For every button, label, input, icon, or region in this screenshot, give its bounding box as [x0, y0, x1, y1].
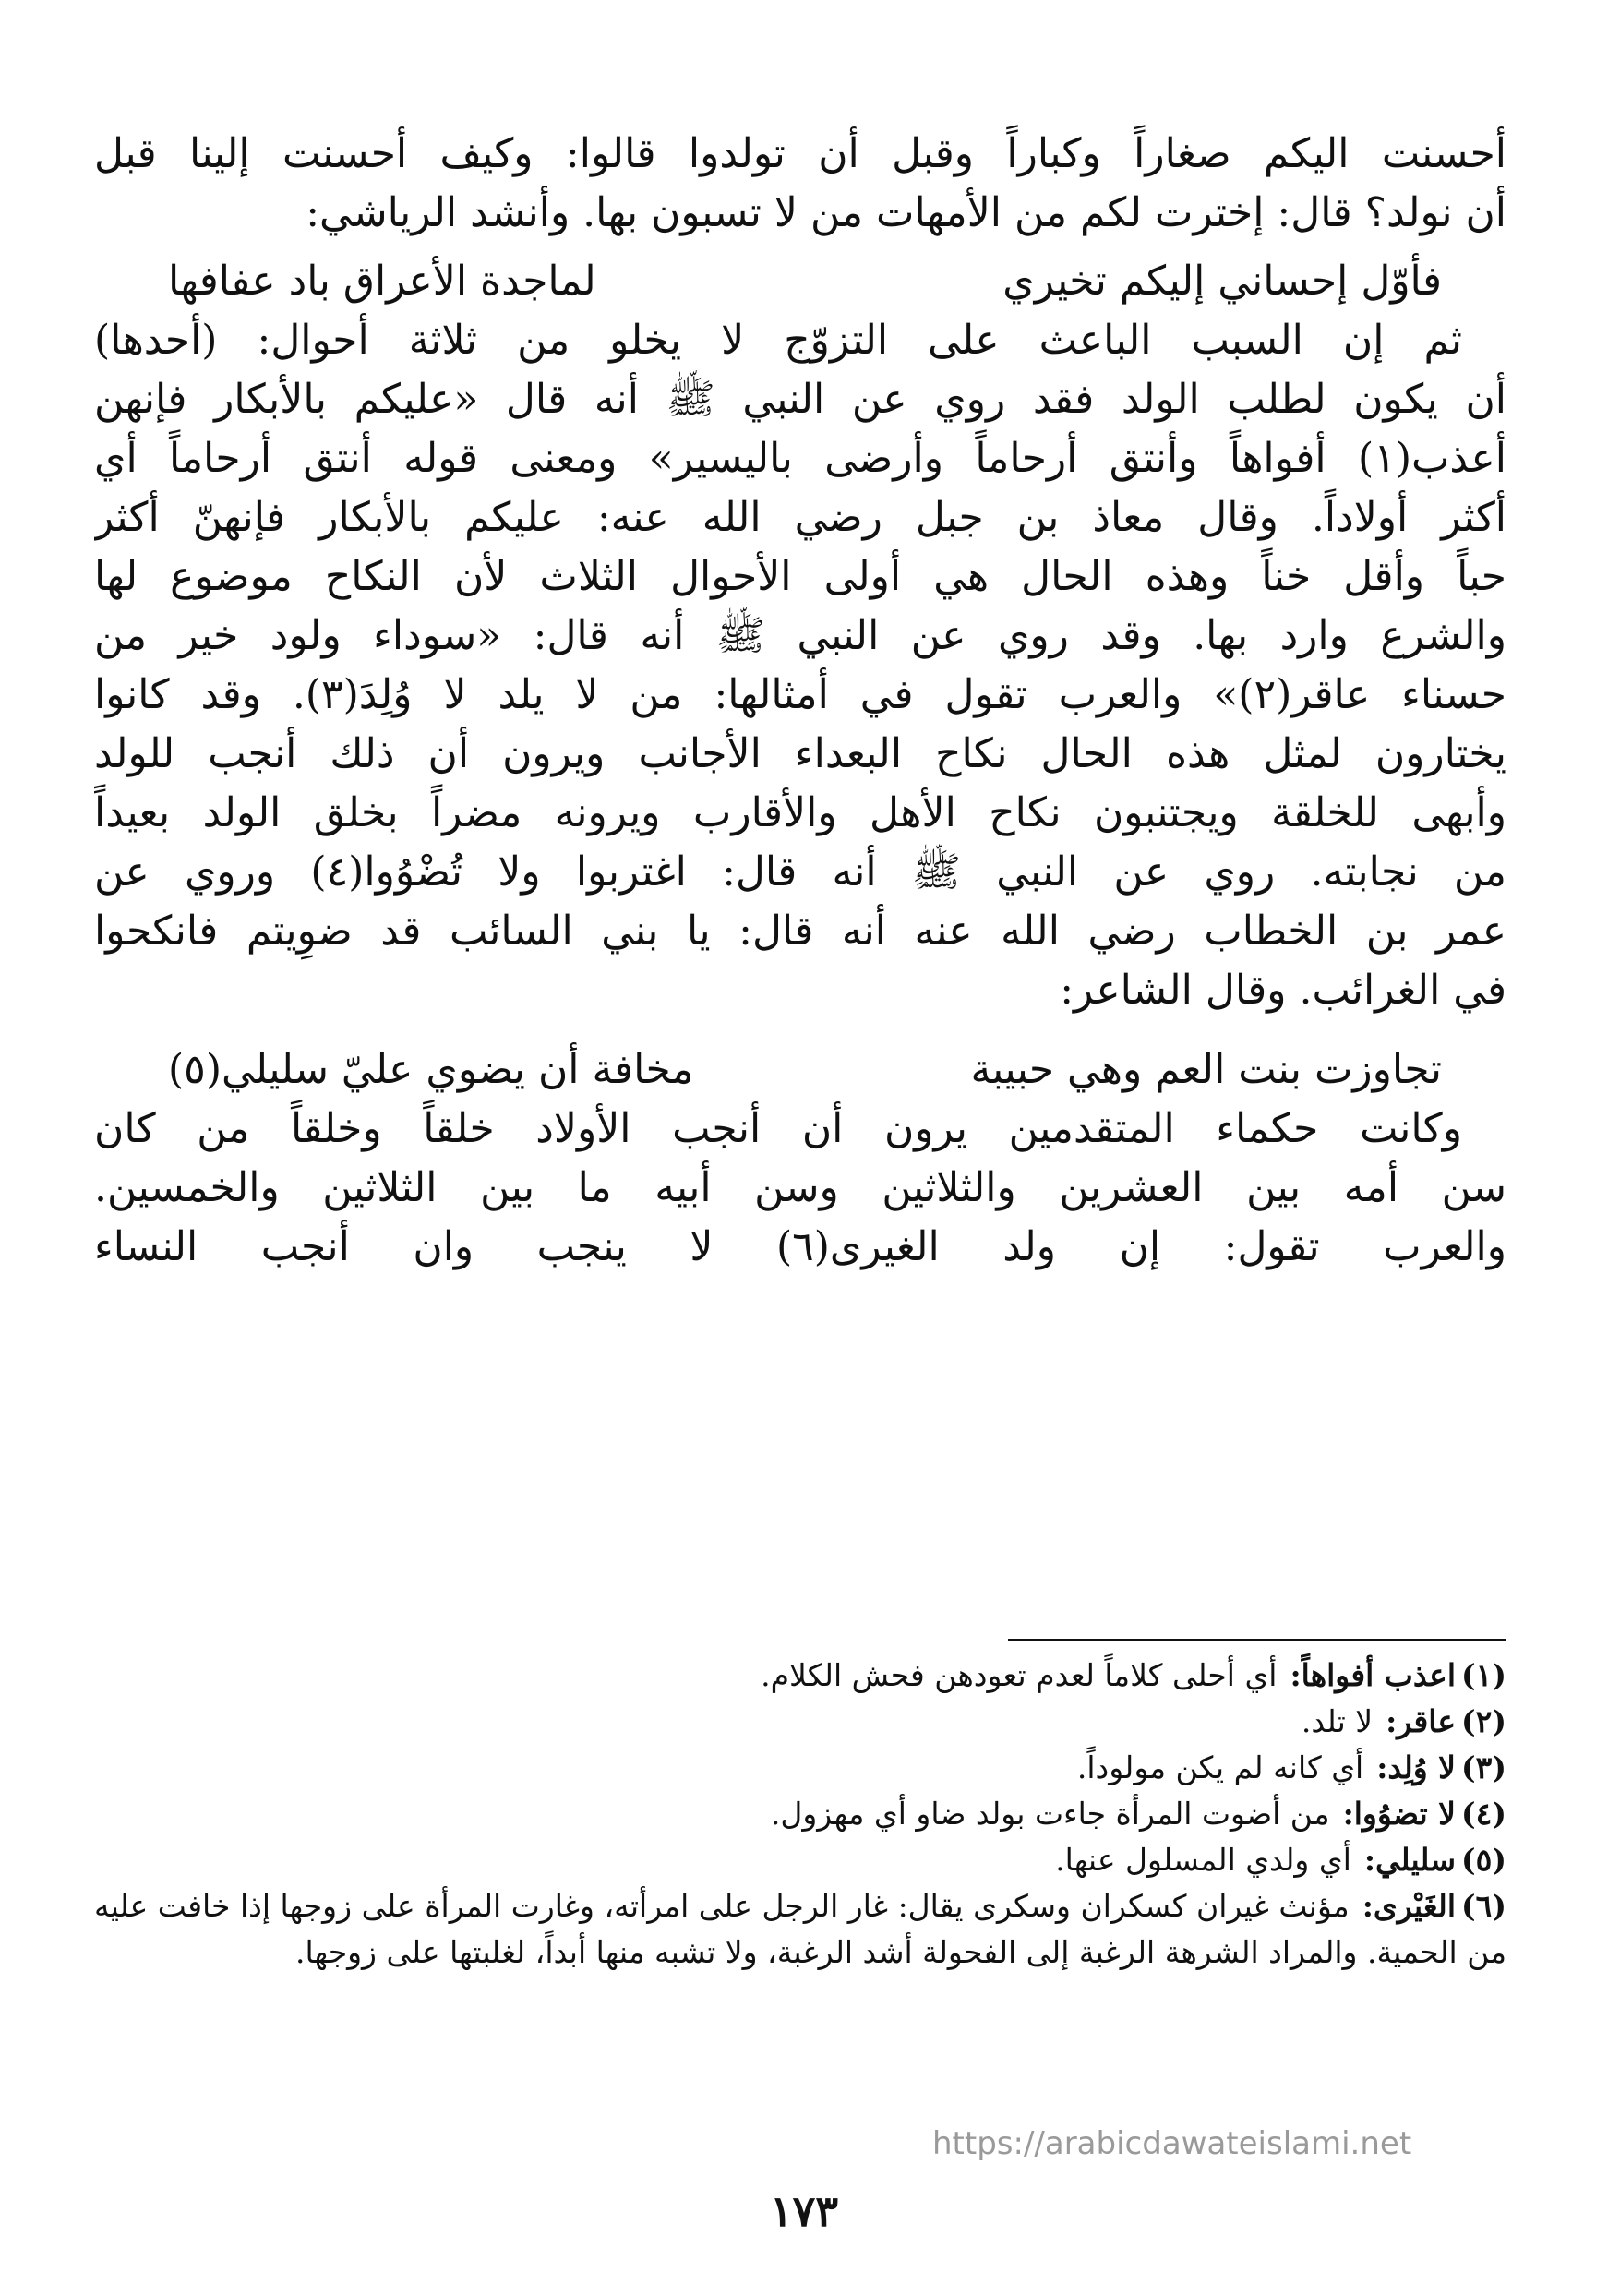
- verse: [94, 1040, 1506, 1100]
- footnote: [94, 1883, 1506, 1976]
- footnote-term: اعذب أفواهاً:: [1290, 1657, 1457, 1693]
- footnote-term: لا وُلِد:: [1376, 1749, 1457, 1785]
- text-line: عمر بن الخطاب رضي الله عنه أنه قال: يا بني السائب قد ضوِيتم فانكحوا: [94, 908, 1506, 955]
- text-line: والشرع وارد بها. وقد روي عن النبي ﷺ أنه قال: «سوداء ولود خير من: [94, 612, 1506, 659]
- text-line: وأبهى للخلقة ويجتنبون نكاح الأهل والأقارب ويرونه مضراً بخلق الولد بعيداً: [94, 789, 1506, 836]
- text-line: والعرب تقول: إن ولد الغيرى(٦) لا ينجب وان أنجب النساء: [94, 1223, 1506, 1270]
- footnote-text: لا تلد.: [1301, 1703, 1374, 1739]
- text-line: حسناء عاقر(٢)» والعرب تقول في أمثالها: من لا يلد لا وُلِدَ(٣). وقد كانوا: [94, 671, 1506, 718]
- main-text: [94, 125, 1506, 1277]
- page-number: ١٧٣: [769, 2186, 839, 2236]
- footnote-number: (٤): [1461, 1796, 1506, 1832]
- verse-first-hemistich: فأوّل إحساني إليكم تخيري: [1002, 258, 1442, 305]
- text-line: أن يكون لطلب الولد فقد روي عن النبي ﷺ أنه قال «عليكم بالأبكار فإنهن: [94, 376, 1506, 423]
- text-line: حباً وأقل خناً وهذه الحال هي أولى الأحوال الثلاث لأن النكاح موضوع لها: [94, 553, 1506, 600]
- verse-first-hemistich: تجاوزت بنت العم وهي حبيبة: [970, 1046, 1442, 1093]
- footnote: [94, 1791, 1506, 1837]
- verse-second-hemistich: لماجدة الأعراق باد عفافها: [168, 258, 596, 305]
- footnote-number: (٥): [1461, 1842, 1506, 1878]
- footnote: [94, 1745, 1506, 1791]
- footnote-number: (١): [1461, 1657, 1506, 1693]
- text-line: أكثر أولاداً. وقال معاذ بن جبل رضي الله عنه: عليكم بالأبكار فإنهنّ أكثر: [94, 494, 1506, 541]
- footnote: [94, 1699, 1506, 1745]
- text-line: في الغرائب. وقال الشاعر:: [1060, 967, 1506, 1014]
- text-line: سن أمه بين العشرين والثلاثين وسن أبيه ما بين الثلاثين والخمسين.: [94, 1164, 1506, 1211]
- watermark-url: https://arabicdawateislami.net: [932, 2125, 1412, 2162]
- footnote-term: عاقر:: [1386, 1703, 1457, 1739]
- footnote-term: سليلي:: [1363, 1842, 1457, 1878]
- text-line: وكانت حكماء المتقدمين يرون أن أنجب الأولاد خلقاً وخلقاً من كان: [94, 1105, 1462, 1152]
- text-line: أعذب(١) أفواهاً وأنتق أرحاماً وأرضى باليسير» ومعنى قوله أنتق أرحاماً أي: [94, 435, 1506, 482]
- text-line: أن نولد؟ قال: إخترت لكم من الأمهات من لا تسبون بها. وأنشد الرياشي:: [306, 189, 1506, 236]
- footnote-number: (٣): [1461, 1749, 1506, 1785]
- footnote-number: (٢): [1461, 1703, 1506, 1739]
- footnote-text: أي أحلى كلاماً لعدم تعودهن فحش الكلام.: [761, 1657, 1278, 1693]
- footnote-divider: [1008, 1639, 1506, 1641]
- footnote: [94, 1653, 1506, 1699]
- footnote: [94, 1837, 1506, 1883]
- footnote-text: من أضوت المرأة جاءت بولد ضاو أي مهزول.: [770, 1796, 1330, 1832]
- text-line: يختارون لمثل هذه الحال نكاح البعداء الأجانب ويرون أن ذلك أنجب للولد: [94, 730, 1506, 777]
- footnote-text: مؤنث غيران كسكران وسكرى يقال: غار الرجل على امرأته، وغارت المرأة على زوجها إذا خافت عليه من الحمية. والمراد الشرهة الرغبة إلى الفحولة أشد الرغبة، ولا تشبه منها أبداً، لغلبتها على زوجها.: [94, 1888, 1506, 1970]
- verse: [94, 252, 1506, 311]
- footnote-number: (٦): [1461, 1888, 1506, 1924]
- verse-second-hemistich: مخافة أن يضوي عليّ سليلي(٥): [168, 1046, 694, 1093]
- text-line: ثم إن السبب الباعث على التزوّج لا يخلو من ثلاثة أحوال: (أحدها): [94, 317, 1462, 364]
- footnote-text: أي كانه لم يكن مولوداً.: [1076, 1749, 1364, 1785]
- footnote-text: أي ولدي المسلول عنها.: [1055, 1842, 1351, 1878]
- text-line: من نجابته. روي عن النبي ﷺ أنه قال: اغتربوا ولا تُضْوُوا(٤) وروي عن: [94, 848, 1506, 896]
- footnotes: [94, 1653, 1506, 1976]
- text-line: أحسنت اليكم صغاراً وكباراً وقبل أن تولدوا قالوا: وكيف أحسنت إلينا قبل: [94, 130, 1506, 177]
- footnote-term: لا تضوُوا:: [1342, 1796, 1457, 1832]
- footnote-term: الغَيْرى:: [1362, 1888, 1457, 1924]
